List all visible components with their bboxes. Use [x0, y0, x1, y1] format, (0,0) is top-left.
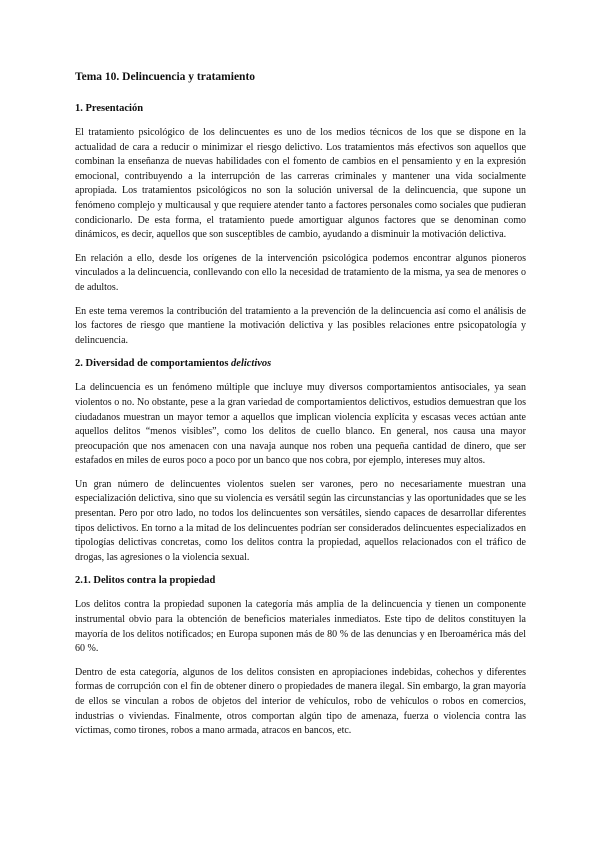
paragraph: Dentro de esta categoría, algunos de los delitos consisten en apropiaciones indebidas, cohechos y diferentes formas de corrupción con el fin de obtener dinero o propiedades de manera ilegal. Sin embargo, la gran mayoría de ellos se vinculan a robos de objetos del interior de vehículos, robo de vehículos o robos en comercios, industrias o viviendas. Finalmente, otros comportan algún tipo de amenaza, fuerza o violencia contra las víctimas, como tirones, robos a mano armada, atracos en bancos, etc.: [75, 666, 526, 737]
paragraph: En este tema veremos la contribución del tratamiento a la prevención de la delincuencia así como el análisis de los factores de riesgo que mantiene la motivación delictiva y las posibles relaciones entre psicopatología y delincuencia.: [75, 305, 526, 346]
section-title: Delitos contra la propiedad: [93, 575, 216, 587]
section-title: Diversidad de comportamientos: [85, 358, 232, 370]
paragraph: El tratamiento psicológico de los delincuentes es uno de los medios técnicos de los que se dispone en la actualidad de cara a reducir o minimizar el riesgo delictivo. Los tratamientos más efectivos son aquellos que combinan la enseñanza de nuevas habilidades con el fomento de cambios en el pensamiento y en la expresión emocional, contribuyendo a la interrupción de las carreras criminales y mantener una vida socialmente apropiada. Los tratamientos psicológicos no son la solución universal de la delincuencia, que supone un fenómeno complejo y multicausal y que requiere atender tanto a factores personales como sociales que pudieran condicionarlo. De esta forma, el tratamiento puede amortiguar algunos factores que se denominan como dinámicos, es decir, aquellos que son susceptibles de cambio, ayudando a disminuir la motivación delictiva.: [75, 127, 526, 241]
paragraph: Los delitos contra la propiedad suponen la categoría más amplia de la delincuencia y tienen un componente instrumental obvio para la obtención de beneficios materiales inmediatos. Este tipo de delitos constituyen la mayoría de los delitos notificados; en Europa suponen más de 80 % de las denuncias y en Iberoamérica más del 60 %.: [75, 599, 526, 655]
section-number: 2.1.: [75, 575, 91, 587]
paragraph: En relación a ello, desde los orígenes de la intervención psicológica podemos encontrar algunos pioneros vinculados a la delincuencia, conllevando con ello la necesidad de tratamiento de la misma, ya sea de menores o de adultos.: [75, 252, 526, 293]
section-delitos-propiedad: [75, 574, 526, 738]
section-heading: [75, 102, 526, 115]
section-number: 2.: [75, 358, 83, 370]
section-heading: [75, 357, 526, 370]
section-title: Presentación: [85, 103, 144, 114]
section-title-italic: delictivos: [231, 358, 272, 370]
section-number: 1.: [75, 103, 83, 114]
section-presentacion: [75, 102, 526, 348]
paragraph: La delincuencia es un fenómeno múltiple que incluye muy diversos comportamientos antisociales, ya sean violentos o no. No obstante, pese a la gran variedad de comportamientos delictivos, estudios demuestran que los ciudadanos muestran un mayor temor a aquellos que implican violencia explícita y escasas veces actúan ante aquellos delitos “menos visibles”, como los delitos de cuello blanco. En general, nos causa una mayor preocupación que nos amenacen con una navaja aunque nos roben una pequeña cantidad de dinero, que ser estafados en miles de euros poco a poco por un banco que nos cobra, por ejemplo, intereses muy altos.: [75, 382, 526, 467]
section-diversidad: [75, 357, 526, 565]
document-title: Tema 10. Delincuencia y tratamiento: [75, 71, 256, 83]
paragraph: Un gran número de delincuentes violentos suelen ser varones, pero no necesariamente muestran una especialización delictiva, sino que su violencia es versátil según las circunstancias y las oportunidades que se les presentan. Pero por otro lado, no todos los delincuentes son versátiles, siendo capaces de desarrollar diferentes tipos delictivos. En torno a la mitad de los delincuentes podrían ser considerados delincuentes especializados en tipologías delictivas concretas, como los delitos contra la propiedad, aquellos relacionados con el tráfico de drogas, las agresiones o la violencia sexual.: [75, 478, 526, 563]
section-heading: [75, 574, 526, 587]
